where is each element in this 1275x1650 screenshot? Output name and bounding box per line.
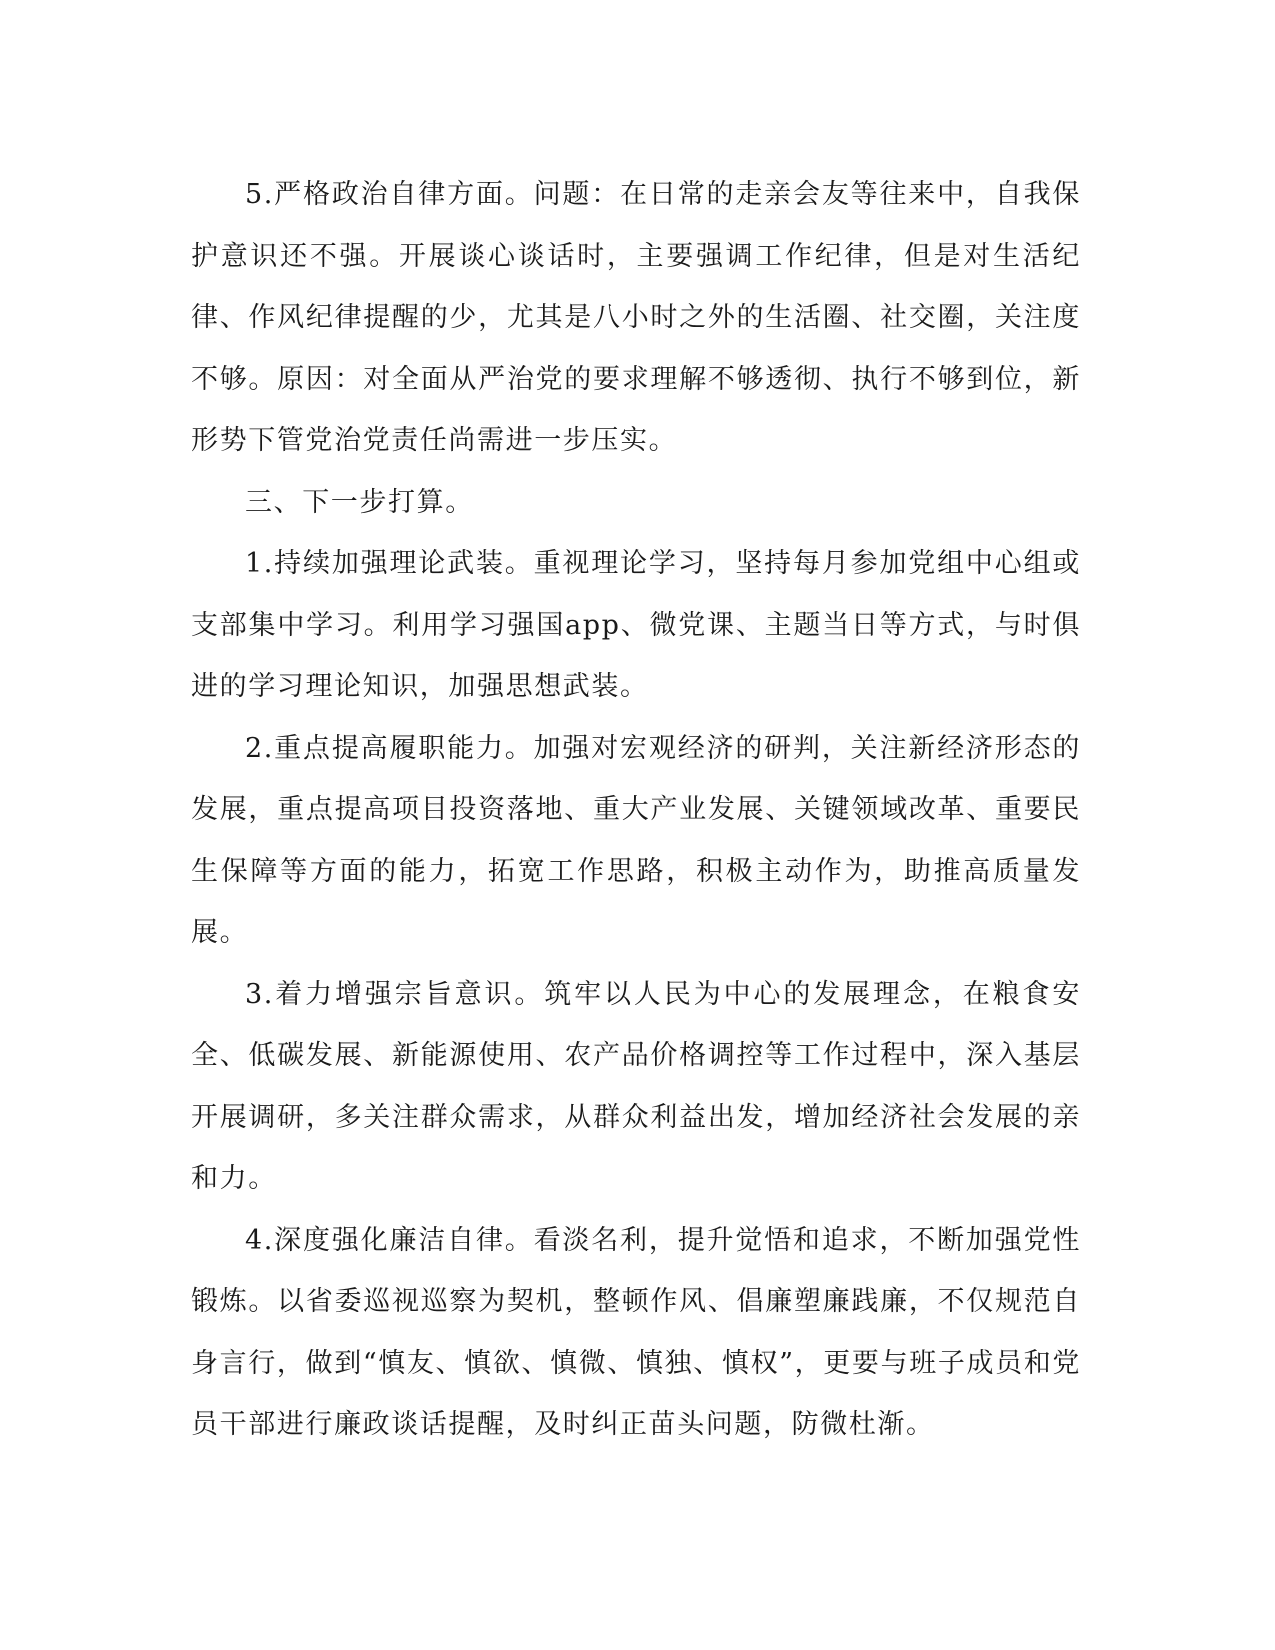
paragraph-duty-capability: 2.重点提高履职能力。加强对宏观经济的研判，关注新经济形态的发展，重点提高项目投资落地、重大产业发展、关键领域改革、重要民生保障等方面的能力，拓宽工作思路，积极主动作为，助推高质量发展。 bbox=[191, 732, 1081, 948]
paragraph-integrity-discipline: 4.深度强化廉洁自律。看淡名利，提升觉悟和追求，不断加强党性锻炼。以省委巡视巡察为契机，整顿作风、倡廉塑廉践廉，不仅规范自身言行，做到“慎友、慎欲、慎微、慎独、慎权”，更要与班子成员和党员干部进行廉政谈话提醒，及时纠正苗头问题，防微杜渐。 bbox=[191, 1224, 1081, 1440]
paragraph-theory-study: 1.持续加强理论武装。重视理论学习，坚持每月参加党组中心组或支部集中学习。利用学习强国app、微党课、主题当日等方式，与时俱进的学习理论知识，加强思想武装。 bbox=[191, 548, 1081, 702]
paragraph-political-discipline: 5.严格政治自律方面。问题：在日常的走亲会友等往来中，自我保护意识还不强。开展谈心谈话时，主要强调工作纪律，但是对生活纪律、作风纪律提醒的少，尤其是八小时之外的生活圈、社交圈，关注度不够。原因：对全面从严治党的要求理解不够透彻、执行不够到位，新形势下管党治党责任尚需进一步压实。 bbox=[191, 179, 1081, 456]
document-body bbox=[191, 164, 1081, 1456]
paragraph-purpose-awareness: 3.着力增强宗旨意识。筑牢以人民为中心的发展理念，在粮食安全、低碳发展、新能源使用、农产品价格调控等工作过程中，深入基层开展调研，多关注群众需求，从群众利益出发，增加经济社会发展的亲和力。 bbox=[191, 978, 1081, 1194]
section-heading-next-steps: 三、下一步打算。 bbox=[245, 486, 474, 518]
